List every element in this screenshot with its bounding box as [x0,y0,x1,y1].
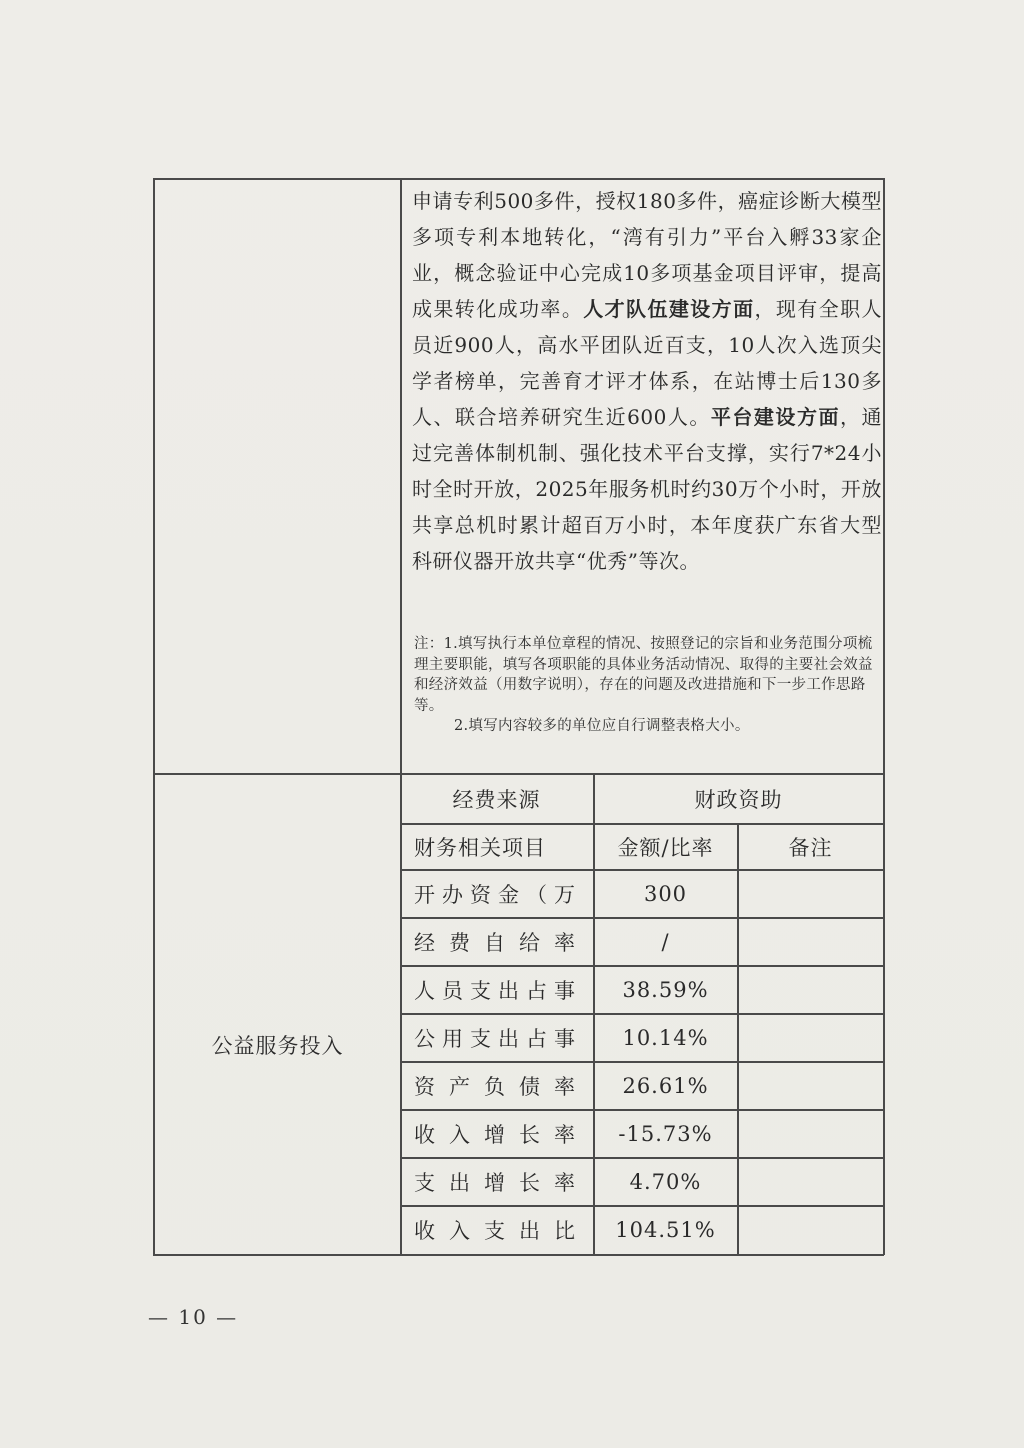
finance-item: 收入增长率 [414,1122,589,1147]
activity-description [412,183,882,579]
talent-text: ，现有全职人员近900人，高水平团队近百支，10人次入选顶尖学者榜单，完善育才评才体系，在站博士后130多人、联合培养研究生近600人。 [412,297,883,429]
finance-remark [738,870,883,917]
finance-remark [738,1014,883,1061]
table-left-border [153,178,155,1255]
note-line-2: 2.填写内容较多的单位应自行调整表格大小。 [454,718,750,734]
table-top-border [153,178,884,180]
paragraph-line: 金项目评审，提高成果转化成功率。 [412,261,883,321]
finance-remark [738,966,883,1013]
talent-heading: 人才队伍建设方面 [583,297,755,321]
source-header: 经费来源 [452,787,541,812]
note-line-1: 注：1.填写执行本单位章程的情况、按照登记的宗旨和业务范围分项梳理主要职能，填写各项职能的具体业务活动情况、取得的主要社会效益和经济效益（用数字说明），存在的问题及改进措施和下一步工作思路等。 [414,636,873,714]
source-value: 财政资助 [694,787,783,812]
page-number: — 10 — [148,1305,239,1329]
finance-amount: 10.14% [622,1025,709,1050]
table-right-border [883,178,885,1255]
finance-item: 公用支出占事 [414,1026,582,1051]
finance-amount: 104.51% [615,1218,716,1242]
finance-item: 人员支出占事 [414,978,582,1003]
finance-amount: 26.61% [622,1073,709,1098]
paragraph-line: 入孵33家企业，概念验证中心完成10多项基 [412,225,883,285]
paragraph-line: 大模型多项专利本地转化，“湾有引力”平台 [412,189,882,249]
finance-remark [738,918,883,965]
item-column-header: 财务相关项目 [414,835,546,860]
finance-remark [738,1062,883,1109]
finance-remark [738,1206,883,1254]
form-note [414,634,882,737]
finance-item: 收入支出比 [414,1219,589,1243]
finance-item: 开办资金（万 [414,882,582,907]
finance-amount: 4.70% [629,1169,702,1194]
paragraph-line: 申请专利500多件，授权180多件，癌症诊断 [412,189,821,213]
finance-remark [738,1158,883,1205]
finance-item: 支出增长率 [414,1170,589,1195]
finance-amount: 38.59% [622,977,709,1002]
finance-amount: -15.73% [618,1121,713,1146]
amount-column-header: 金额/比率 [617,835,714,860]
remark-column-header: 备注 [788,835,833,860]
section-label: 公益服务投入 [211,1034,344,1058]
platform-heading: 平台建设方面 [710,405,840,429]
finance-item: 资产负债率 [414,1074,589,1099]
finance-amount: / [661,929,670,954]
platform-text: ，通过完善体制机制、强化技术平台支撑，实行7*24小时全时开放，2025年服务机时约30万个小时，开放共享总机时累计超百万小时，本年度获广东省大型科研仪器开放共享“优秀”等次。 [412,405,882,573]
finance-amount: 300 [643,881,688,906]
finance-item: 经费自给率 [414,930,589,955]
table-bottom-border [153,1254,884,1256]
finance-remark [738,1110,883,1157]
